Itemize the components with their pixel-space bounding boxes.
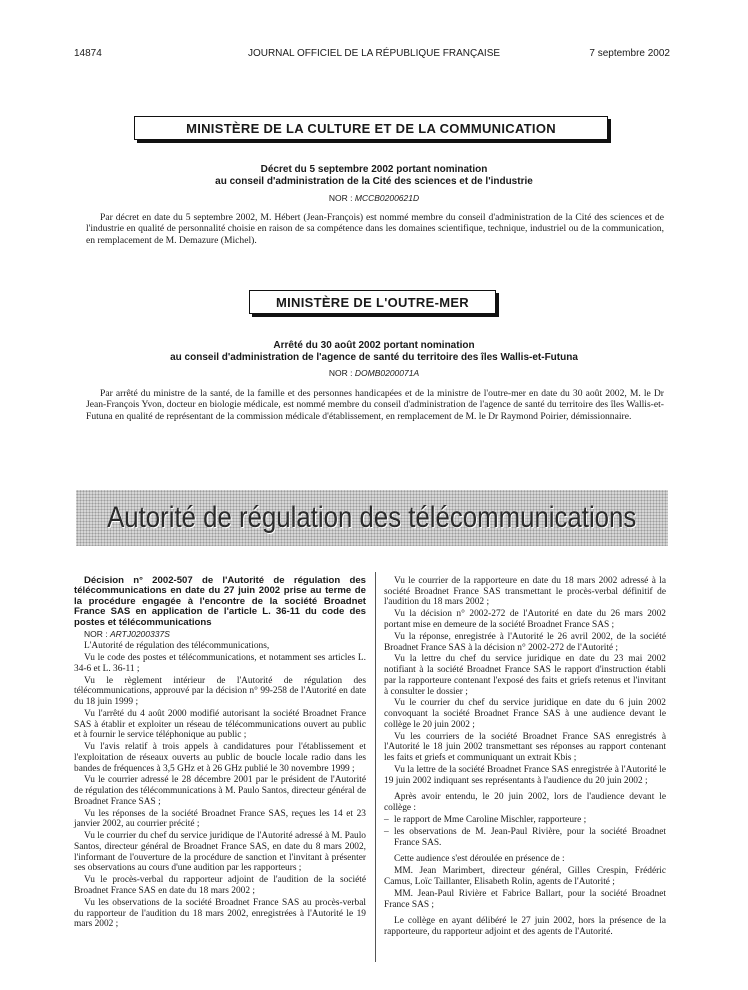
page-number: 14874 (74, 48, 102, 59)
journal-title: JOURNAL OFFICIEL DE LA RÉPUBLIQUE FRANÇAISE (247, 48, 501, 59)
nor-label: NOR : (328, 368, 353, 378)
arrete-body: Par arrêté du ministre de la santé, de la famille et des personnes handicapées et de la ministre de l'outre-mer en date du 30 août 2002, M. le Dr Jean-François Yvon, docteur en biologie médicale, est nommé membre du conseil d'administration de l'agence de santé du territoire des îles Wallis-et-Futuna en qualité de représentant de la commission médicale d'établissement, en remplacement de M. le Dr Raymond Poirier, démissionnaire. (86, 388, 664, 422)
visa-paragraph: Vu le règlement intérieur de l'Autorité de régulation des télécommunications, approuvé par la décision n° 99-258 de l'Autorité en date du 18 juin 1999 ; (74, 675, 366, 707)
nor-code: DOMB0200071A (354, 368, 420, 378)
presence-paragraph: MM. Jean-Paul Rivière et Fabrice Ballart, pour la société Broadnet France SAS ; (384, 888, 666, 910)
visa-paragraph: Vu la décision n° 2002-272 de l'Autorité en date du 26 mars 2002 portant mise en demeure de la société Broadnet France SAS ; (384, 609, 666, 630)
nor-code: ARTJ0200337S (110, 629, 170, 640)
visa-paragraph: Vu les courriers de la société Broadnet France SAS enregistrés à l'Autorité le 18 juin 2002 transmettant ses réponses au rapport contenant les faits et griefs et communiquant un extrait Kbis ; (384, 731, 666, 764)
presence-paragraph: MM. Jean Marimbert, directeur général, Gilles Crespin, Frédéric Camus, Loïc Taillanter, Elisabeth Rolin, agents de l'Autorité ; (384, 866, 666, 887)
arrete-nor (0, 368, 748, 378)
visa-paragraph: Vu le courrier du chef du service juridique en date du 6 juin 2002 convoquant la société Broadnet France SAS à une audience devant le collège le 20 juin 2002 ; (384, 698, 666, 730)
visa-paragraph: Vu le procès-verbal du rapporteur adjoint de l'audition de la société Broadnet France SAS en date du 18 mars 2002 ; (74, 875, 366, 897)
presence-intro: Cette audience s'est déroulée en présence de : (394, 854, 565, 865)
visa-paragraph: Vu la lettre du chef du service juridique en date du 23 mai 2002 notifiant à la société Broadnet France SAS le rapport d'instruction établi par la rapporteure contenant l'exposé des faits et griefs retenus et l'invitant à consulter le dossier ; (384, 654, 666, 697)
issue-date: 7 septembre 2002 (589, 48, 670, 59)
hearing-item: – le rapport de Mme Caroline Mischler, rapporteure ; (384, 815, 666, 826)
visa-paragraph: Vu la lettre de la société Broadnet France SAS enregistrée à l'Autorité le 19 juin 2002 indiquant ses représentants à l'audience du 20 juin 2002 ; (384, 765, 666, 786)
nor-label: NOR : (84, 629, 108, 640)
arrete-title-line2: au conseil d'administration de l'agence de santé du territoire des îles Wallis-et-Futuna (170, 352, 578, 363)
closing-paragraph: Le collège en ayant délibéré le 27 juin 2002, hors la présence de la rapporteure, du rapporteur adjoint et des agents de l'Autorité. (384, 916, 666, 937)
decision-left-column (74, 576, 366, 931)
decree-body: Par décret en date du 5 septembre 2002, M. Hébert (Jean-François) est nommé membre du conseil d'administration de la Cité des sciences et de l'industrie en qualité de personnalité choisie en raison de sa compétence dans les domaines scientifique, technique, industriel ou de la communication, en remplacement de M. Demazure (Michel). (86, 212, 664, 246)
decision-title: Décision n° 2002-507 de l'Autorité de régulation des télécommunications en date du 27 juin 2002 prise au terme de la procédure engagée à l'encontre de la société Broadnet France SAS en application de l'article L. 36-11 du code des postes et télécommunications (74, 575, 366, 628)
hearing-item: – les observations de M. Jean-Paul Rivière, pour la société Broadnet France SAS. (384, 827, 666, 848)
authority-banner (76, 490, 668, 546)
decree-title-line2: au conseil d'administration de la Cité des sciences et de l'industrie (215, 176, 533, 187)
visa-paragraph: Vu les observations de la société Broadnet France SAS au procès-verbal du rapporteur de l'audition du 18 mars 2002, enregistrées à l'Autorité le 19 mars 2002 ; (74, 897, 366, 930)
authority-banner-text: Autorité de régulation des télécommunications (107, 501, 637, 534)
decision-right-column (384, 576, 666, 939)
visa-paragraph: Vu le courrier du chef du service juridique de l'Autorité adressé à M. Paulo Santos, directeur général de Broadnet France SAS, en date du 8 mars 2002, l'informant de l'ouverture de la procédure de sanction et l'invitant à présenter ses observations au cours d'une audition par les rapporteurs ; (74, 831, 366, 874)
decision-nor (74, 629, 366, 640)
visa-paragraph: Vu l'avis relatif à trois appels à candidatures pour l'établissement et l'exploitation de réseaux ouverts au public de boucle locale radio dans les bandes de fréquences à 3,5 GHz et à 26 GHz publié le 30 novembre 1999 ; (74, 742, 366, 774)
visa-paragraph: Vu la réponse, enregistrée à l'Autorité le 26 avril 2002, de la société Broadnet France SAS à la décision n° 2002-272 de l'Autorité ; (384, 631, 666, 653)
ministry-heading-culture: MINISTÈRE DE LA CULTURE ET DE LA COMMUNICATION (134, 116, 608, 140)
column-divider (375, 572, 376, 962)
visa-paragraph: L'Autorité de régulation des télécommunications, (84, 641, 270, 652)
visa-paragraph: Vu le code des postes et télécommunications, et notamment ses articles L. 34-6 et L. 36-11 ; (74, 653, 366, 674)
nor-code: MCCB0200621D (354, 193, 420, 203)
hearing-intro: Après avoir entendu, le 20 juin 2002, lors de l'audience devant le collège : (384, 792, 666, 814)
ministry-heading-outre-mer: MINISTÈRE DE L'OUTRE-MER (249, 290, 496, 314)
visa-paragraph: Vu l'arrêté du 4 août 2000 modifié autorisant la société Broadnet France SAS à établir et exploiter un réseau de télécommunications ouvert au public et à fournir le service téléphonique au public ; (74, 708, 366, 741)
visa-paragraph: Vu le courrier de la rapporteure en date du 18 mars 2002 adressé à la société Broadnet France SAS transmettant le procès-verbal définitif de l'audition du 18 mars 2002 ; (384, 576, 666, 608)
visa-paragraph: Vu le courrier adressé le 28 décembre 2001 par le président de l'Autorité de régulation des télécommunications à M. Paulo Santos, directeur général de Broadnet France SAS ; (74, 775, 366, 807)
arrete-title-line1: Arrêté du 30 août 2002 portant nomination (273, 340, 475, 351)
nor-label: NOR : (328, 193, 353, 203)
visa-paragraph: Vu les réponses de la société Broadnet France SAS, reçues les 14 et 23 janvier 2002, au courrier précité ; (74, 808, 366, 830)
decree-title-line1: Décret du 5 septembre 2002 portant nomination (260, 164, 488, 175)
decree-nor (0, 193, 748, 203)
